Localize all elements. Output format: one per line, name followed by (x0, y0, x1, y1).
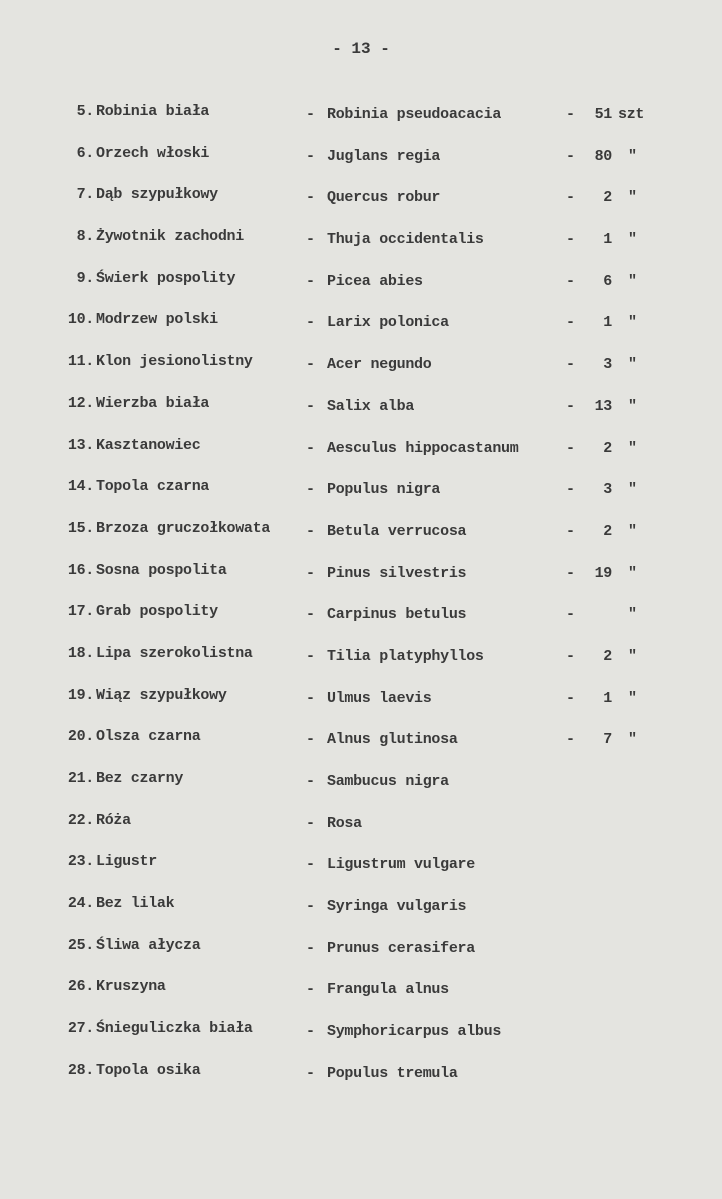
item-number: 6. (76, 144, 94, 162)
list-item (0, 478, 722, 520)
dash-separator: - (566, 606, 575, 624)
dash-separator: - (566, 231, 575, 249)
latin-name: Acer negundo (327, 356, 432, 374)
latin-name: Alnus glutinosa (327, 731, 458, 749)
latin-name: Larix polonica (327, 314, 449, 332)
item-number: 9. (76, 269, 94, 287)
unit: " (628, 564, 637, 582)
unit: " (628, 397, 637, 415)
unit: " (628, 522, 637, 540)
dash-separator: - (306, 522, 315, 540)
dash-separator: - (306, 898, 315, 916)
latin-name: Robinia pseudoacacia (327, 106, 502, 123)
item-number: 16. (67, 561, 94, 579)
latin-name: Frangula alnus (327, 981, 449, 999)
quantity: 19 (594, 564, 612, 582)
dash-separator: - (306, 939, 315, 957)
item-number: 14. (67, 478, 94, 496)
dash-separator: - (306, 147, 315, 165)
list-item (0, 895, 722, 937)
polish-name: Grab pospolity (96, 603, 218, 621)
polish-name: Klon jesionolistny (96, 353, 253, 371)
list-item (0, 520, 722, 562)
polish-name: Śliwa ałycza (96, 936, 201, 954)
dash-separator: - (306, 814, 315, 832)
dash-separator: - (306, 564, 315, 582)
polish-name: Wiąz szypułkowy (96, 686, 227, 704)
unit: " (628, 231, 637, 249)
polish-name: Róża (96, 811, 131, 829)
dash-separator: - (306, 981, 315, 999)
list-item (0, 311, 722, 353)
dash-separator: - (566, 439, 575, 457)
list-item (0, 603, 722, 645)
item-number: 21. (67, 770, 94, 787)
dash-separator: - (306, 231, 315, 249)
dash-separator: - (566, 272, 575, 290)
unit: " (628, 272, 637, 290)
unit: " (628, 189, 637, 207)
dash-separator: - (306, 731, 315, 749)
item-number: 27. (67, 1020, 94, 1038)
polish-name: Robinia biała (96, 103, 210, 120)
list-item (0, 228, 722, 270)
polish-name: Modrzew polski (96, 311, 218, 329)
polish-name: Olsza czarna (96, 728, 201, 746)
list-item (0, 853, 722, 895)
item-number: 11. (67, 353, 94, 371)
unit: " (628, 647, 637, 665)
latin-name: Aesculus hippocastanum (327, 439, 519, 457)
dash-separator: - (306, 356, 315, 374)
polish-name: Lipa szerokolistna (96, 644, 253, 662)
dash-separator: - (306, 189, 315, 207)
dash-separator: - (306, 314, 315, 332)
item-number: 18. (67, 644, 94, 662)
item-number: 19. (67, 686, 94, 704)
list-item (0, 353, 722, 395)
latin-name: Thuja occidentalis (327, 231, 484, 249)
dash-separator: - (566, 106, 575, 123)
latin-name: Carpinus betulus (327, 606, 467, 624)
item-number: 25. (67, 936, 94, 954)
list-item (0, 645, 722, 687)
list-item (0, 562, 722, 604)
quantity: 2 (603, 647, 612, 665)
latin-name: Symphoricarpus albus (327, 1023, 502, 1041)
unit: szt (618, 106, 645, 123)
latin-name: Ligustrum vulgare (327, 856, 475, 874)
unit: " (628, 481, 637, 499)
dash-separator: - (306, 106, 315, 123)
list-item (0, 186, 722, 228)
list-item (0, 687, 722, 729)
dash-separator: - (306, 606, 315, 624)
unit: " (628, 689, 637, 707)
latin-name: Prunus cerasifera (327, 939, 475, 957)
list-item (0, 728, 722, 770)
list-item (0, 437, 722, 479)
polish-name: Ligustr (96, 853, 157, 871)
polish-name: Topola osika (96, 1061, 201, 1079)
list-item (0, 937, 722, 979)
quantity: 1 (603, 314, 612, 332)
item-number: 17. (67, 603, 94, 621)
list-item (0, 1020, 722, 1062)
quantity: 80 (594, 147, 612, 165)
page-number: - 13 - (332, 40, 390, 58)
dash-separator: - (566, 731, 575, 749)
item-number: 13. (67, 436, 94, 454)
polish-name: Śnieguliczka biała (96, 1020, 253, 1038)
quantity: 51 (594, 106, 612, 123)
item-number: 20. (67, 728, 94, 746)
latin-name: Sambucus nigra (327, 773, 449, 790)
polish-name: Bez lilak (96, 895, 175, 913)
dash-separator: - (566, 522, 575, 540)
latin-name: Rosa (327, 814, 362, 832)
quantity: 3 (603, 356, 612, 374)
dash-separator: - (306, 439, 315, 457)
dash-separator: - (306, 481, 315, 499)
list-item (0, 812, 722, 854)
latin-name: Juglans regia (327, 147, 441, 165)
quantity: 2 (603, 522, 612, 540)
quantity: 7 (603, 731, 612, 749)
latin-name: Populus nigra (327, 481, 441, 499)
unit: " (628, 606, 637, 624)
dash-separator: - (306, 397, 315, 415)
polish-name: Kasztanowiec (96, 436, 201, 454)
item-number: 8. (76, 228, 94, 246)
polish-name: Wierzba biała (96, 394, 210, 412)
unit: " (628, 356, 637, 374)
unit: " (628, 731, 637, 749)
latin-name: Quercus robur (327, 189, 441, 207)
unit: " (628, 314, 637, 332)
latin-name: Syringa vulgaris (327, 898, 467, 916)
latin-name: Populus tremula (327, 1064, 458, 1082)
quantity: 1 (603, 689, 612, 707)
dash-separator: - (566, 147, 575, 165)
dash-separator: - (566, 689, 575, 707)
unit: " (628, 147, 637, 165)
latin-name: Ulmus laevis (327, 689, 432, 707)
polish-name: Bez czarny (96, 770, 184, 787)
quantity: 2 (603, 189, 612, 207)
dash-separator: - (566, 564, 575, 582)
item-number: 15. (67, 519, 94, 537)
item-number: 24. (67, 895, 94, 913)
quantity: 3 (603, 481, 612, 499)
list-item (0, 978, 722, 1020)
polish-name: Orzech włoski (96, 144, 210, 162)
dash-separator: - (566, 481, 575, 499)
dash-separator: - (306, 773, 315, 790)
quantity: 2 (603, 439, 612, 457)
dash-separator: - (306, 1023, 315, 1041)
quantity: 6 (603, 272, 612, 290)
item-number: 5. (76, 103, 94, 120)
polish-name: Świerk pospolity (96, 269, 236, 287)
quantity: 1 (603, 231, 612, 249)
list-item (0, 145, 722, 187)
dash-separator: - (306, 856, 315, 874)
latin-name: Betula verrucosa (327, 522, 467, 540)
dash-separator: - (306, 689, 315, 707)
dash-separator: - (566, 314, 575, 332)
list-item (0, 395, 722, 437)
polish-name: Dąb szypułkowy (96, 186, 218, 204)
item-number: 7. (76, 186, 94, 204)
list-item (0, 270, 722, 312)
polish-name: Kruszyna (96, 978, 166, 996)
dash-separator: - (566, 189, 575, 207)
item-number: 23. (67, 853, 94, 871)
item-number: 10. (67, 311, 94, 329)
latin-name: Salix alba (327, 397, 415, 415)
dash-separator: - (306, 647, 315, 665)
item-number: 12. (67, 394, 94, 412)
list-item (0, 103, 722, 145)
unit: " (628, 439, 637, 457)
latin-name: Tilia platyphyllos (327, 647, 484, 665)
polish-name: Żywotnik zachodni (96, 228, 244, 246)
species-list (0, 103, 722, 1104)
polish-name: Sosna pospolita (96, 561, 227, 579)
dash-separator: - (306, 272, 315, 290)
list-item (0, 770, 722, 812)
item-number: 26. (67, 978, 94, 996)
list-item (0, 1062, 722, 1104)
item-number: 22. (67, 811, 94, 829)
polish-name: Topola czarna (96, 478, 210, 496)
polish-name: Brzoza gruczołkowata (96, 519, 271, 537)
dash-separator: - (306, 1064, 315, 1082)
item-number: 28. (67, 1061, 94, 1079)
quantity: 13 (594, 397, 612, 415)
latin-name: Pinus silvestris (327, 564, 467, 582)
dash-separator: - (566, 397, 575, 415)
latin-name: Picea abies (327, 272, 423, 290)
dash-separator: - (566, 356, 575, 374)
dash-separator: - (566, 647, 575, 665)
